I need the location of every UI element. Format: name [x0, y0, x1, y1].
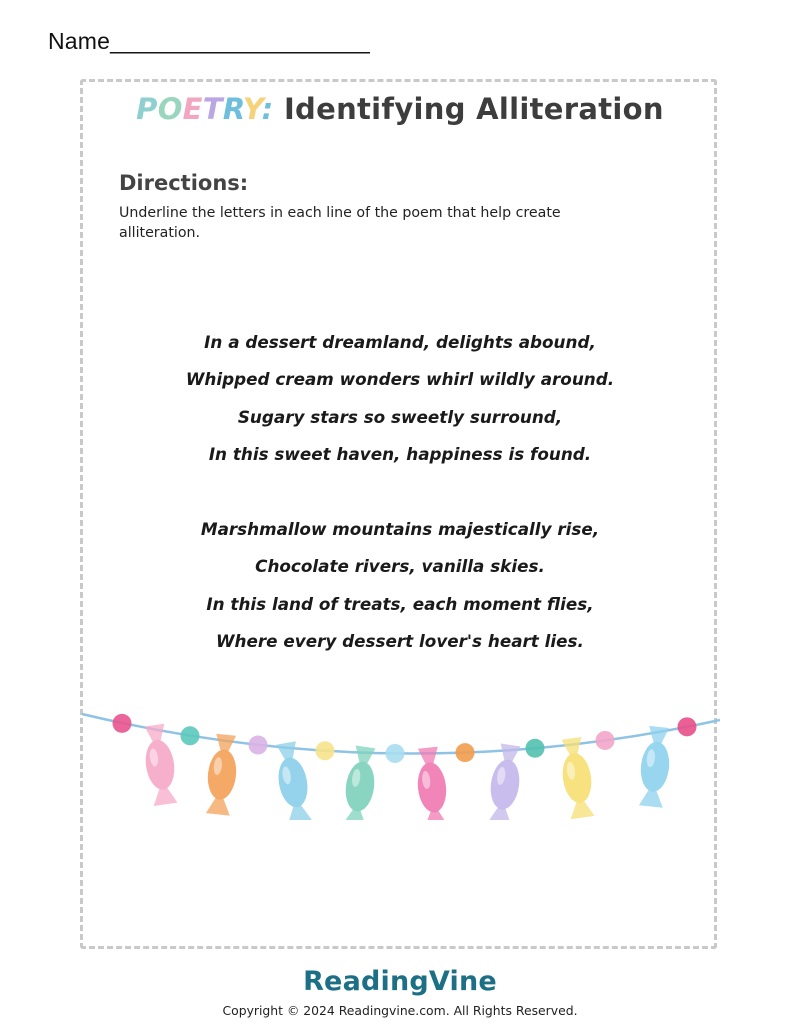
garland-bead: [456, 743, 475, 762]
garland-bead: [181, 726, 200, 745]
directions-heading: Directions:: [119, 171, 249, 195]
page-title: [0, 92, 800, 126]
poem-line: Whipped cream wonders whirl wildly around.: [185, 369, 615, 390]
poem-line: In a dessert dreamland, delights abound,: [204, 332, 596, 352]
garland-bead: [526, 739, 545, 758]
garland-bead: [678, 717, 697, 736]
directions-text: Underline the letters in each line of the poem that help create alliteration.: [119, 205, 561, 241]
name-field: Name____________________: [48, 28, 370, 54]
poem-line: Sugary stars so sweetly surround,: [237, 406, 563, 427]
title-keyword-letter: E: [182, 92, 203, 126]
poem-stanza-2: [0, 511, 800, 660]
poem-line: Where every dessert lover's heart lies.: [216, 630, 584, 651]
title-keyword-letter: Y: [242, 92, 262, 126]
candy-piece: [637, 725, 673, 807]
poem-line: Chocolate rivers, vanilla skies.: [255, 556, 545, 577]
title-keyword-letter: P: [136, 92, 158, 126]
candy-piece: [141, 723, 180, 806]
title-keyword-letter: O: [157, 92, 183, 126]
title-keyword: [136, 92, 273, 126]
title-keyword-letter: R: [222, 92, 243, 126]
poem-stanza-1: [0, 324, 800, 473]
garland-bead: [596, 731, 615, 750]
copyright-text: Copyright © 2024 Readingvine.com. All Rights Reserved.: [222, 1003, 578, 1018]
garland-bead: [113, 714, 132, 733]
candy-piece: [341, 745, 380, 820]
garland-bead: [316, 741, 335, 760]
candy-piece: [272, 741, 313, 820]
candy-piece: [204, 733, 240, 815]
candy-piece: [558, 736, 597, 819]
title-text: Identifying Alliteration: [283, 92, 664, 126]
title-keyword-letter: T: [202, 92, 223, 126]
candy-piece: [414, 746, 450, 820]
garland-bead: [249, 735, 268, 754]
candy-garland-illustration: [80, 700, 720, 820]
readingvine-logo: ReadingVine: [303, 966, 497, 997]
garland-bead: [386, 744, 405, 763]
poem-line: In this land of treats, each moment flies,: [206, 593, 594, 614]
title-keyword-letter: :: [261, 92, 274, 126]
candy-piece: [486, 743, 525, 820]
poem-line: In this sweet haven, happiness is found.: [208, 443, 592, 464]
poem-line: Marshmallow mountains majestically rise,: [200, 519, 600, 539]
